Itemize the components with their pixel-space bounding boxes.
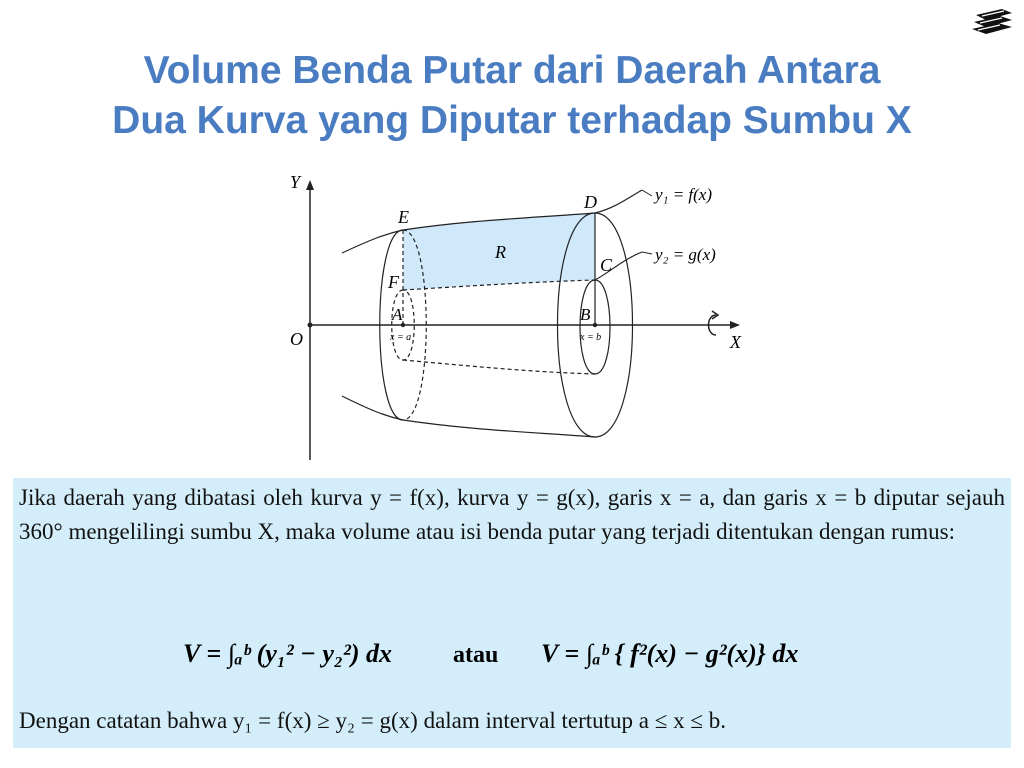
label-y-axis: Y — [290, 172, 301, 192]
curve-g-lower — [403, 360, 595, 374]
condition-note: Dengan catatan bahwa y₁ = f(x) ≥ y₂ = g(x) dalam interval tertutup a ≤ x ≤ b. — [19, 708, 727, 733]
label-r: R — [495, 242, 506, 262]
label-x-equals-b: x = b — [580, 332, 602, 343]
title-line-2: Dua Kurva yang Diputar terhadap Sumbu X — [112, 99, 912, 142]
formula-box — [13, 478, 1011, 748]
page-title — [0, 46, 1024, 146]
volume-formulas — [13, 606, 1011, 702]
label-curve-f: y₁ = f(x) — [655, 185, 713, 204]
origin-point — [308, 323, 313, 328]
label-e: E — [398, 207, 409, 227]
label-f: F — [388, 272, 399, 292]
solid-of-revolution-diagram — [270, 168, 770, 464]
label-x-equals-a: x = a — [390, 332, 412, 343]
title-line-1: Volume Benda Putar dari Daerah Antara — [143, 49, 881, 92]
y-axis-arrow — [306, 180, 314, 190]
formula-connector: atau — [453, 642, 499, 668]
stacked-books-icon — [970, 5, 1014, 39]
label-x-axis: X — [730, 332, 741, 352]
label-origin: O — [290, 329, 303, 349]
label-c: C — [600, 255, 613, 275]
formula-1: V = ∫ₐᵇ (y₁² − y₂²) dx — [183, 639, 392, 668]
label-d: D — [584, 192, 597, 212]
formula-2: V = ∫ₐᵇ { f²(x) − g²(x)} dx — [541, 639, 799, 668]
description-paragraph: Jika daerah yang dibatasi oleh kurva y = f(x), kurva y = g(x), garis x = a, dan garis x = b diputar sejauh 360° mengelilingi sumbu X, maka volume atau isi benda putar yang terjadi ditentukan dengan rumus: — [19, 485, 1005, 544]
label-curve-g: y₂ = g(x) — [655, 245, 716, 264]
point-b-dot — [593, 323, 597, 327]
label-b: B — [580, 305, 591, 324]
label-a: A — [392, 305, 403, 324]
curve-f-lower — [342, 396, 595, 437]
x-axis-arrow — [730, 321, 740, 329]
